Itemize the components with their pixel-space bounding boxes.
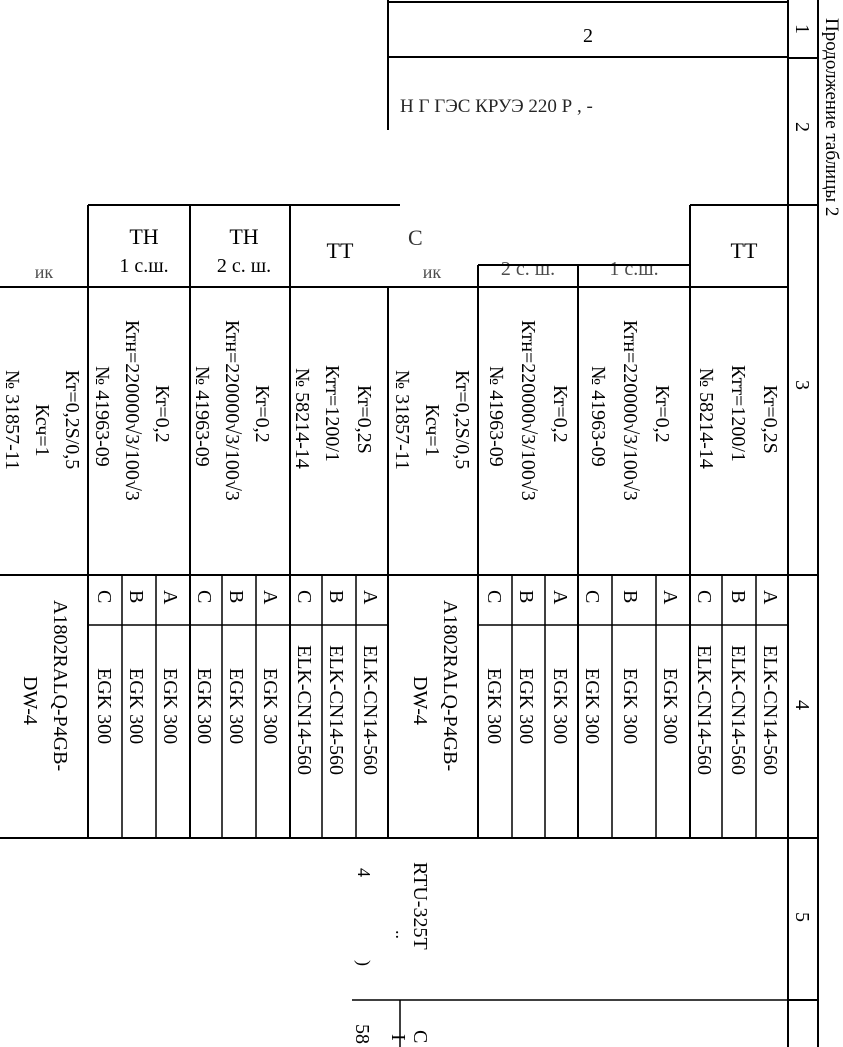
phase-model: EGK 300 bbox=[225, 668, 247, 745]
right-meter-spec: Кт=0,2S/0,5 bbox=[451, 370, 473, 470]
left-tn2-label: ТН bbox=[229, 224, 259, 249]
phase-letter: В bbox=[727, 590, 749, 604]
phase-model: EGK 300 bbox=[93, 668, 115, 745]
phase-model: EGK 300 bbox=[259, 668, 281, 745]
left-tn2-spec: Ктн=220000√3/100√3 bbox=[221, 320, 243, 501]
phase-letter: А bbox=[659, 590, 681, 605]
column-number-4: 4 bbox=[791, 700, 813, 710]
right-tn1-spec: Ктн=220000√3/100√3 bbox=[619, 320, 641, 501]
left-meter-spec: Ксч=1 bbox=[31, 404, 53, 457]
left-tn1-spec: Кт=0,2 bbox=[151, 385, 173, 443]
column5-bottom-fragment: С bbox=[409, 1030, 431, 1044]
column-number-5: 5 bbox=[791, 912, 813, 922]
phase-model: EGK 300 bbox=[619, 668, 641, 745]
phase-model: ELK-CN14-560 bbox=[693, 645, 715, 775]
left-tn2-label: 2 с. ш. bbox=[216, 255, 272, 277]
right-tt-spec: Ктт=1200/1 bbox=[727, 365, 749, 462]
phase-letter: С bbox=[193, 590, 215, 604]
right-tn1-label: 1 с.ш. bbox=[609, 258, 659, 280]
column-number-2: 2 bbox=[791, 122, 813, 132]
phase-letter: С bbox=[293, 590, 315, 604]
left-tt-label: ТТ bbox=[326, 238, 354, 263]
right-tt-spec: Кт=0,2S bbox=[759, 385, 781, 454]
column5-fragment: .. bbox=[392, 930, 412, 939]
right-tn2-spec: № 41963-09 bbox=[485, 366, 507, 467]
right-tt-spec: № 58214-14 bbox=[695, 368, 717, 469]
left-tn1-spec: Ктн=220000√3/100√3 bbox=[121, 320, 143, 501]
phase-model: EGK 300 bbox=[125, 668, 147, 745]
phase-letter: А bbox=[259, 590, 281, 605]
column5-fragment: ) bbox=[354, 960, 374, 966]
right-tt-label: ТТ bbox=[730, 238, 758, 263]
left-tn1-spec: № 41963-09 bbox=[91, 366, 113, 467]
left-meter-model: DW-4 bbox=[19, 676, 41, 725]
right-meter-label: С bbox=[408, 225, 423, 250]
column2-partial-text: Н Г ГЭС КРУЭ 220 Р , - bbox=[400, 96, 593, 117]
phase-letter: А bbox=[359, 590, 381, 605]
right-meter-model: DW-4 bbox=[409, 676, 431, 725]
phase-letter: С bbox=[483, 590, 505, 604]
phase-model: EGK 300 bbox=[659, 668, 681, 745]
phase-letter: В bbox=[325, 590, 347, 604]
column2-header: 2 bbox=[583, 25, 593, 47]
left-meter-sublabel: ик bbox=[34, 262, 54, 282]
right-tn2-spec: Кт=0,2 bbox=[549, 385, 571, 443]
column5-bottom-fragment: I bbox=[387, 1034, 409, 1041]
phase-model: EGK 300 bbox=[159, 668, 181, 745]
right-tn2-spec: Ктн=220000√3/100√3 bbox=[517, 320, 539, 501]
phase-letter: С bbox=[581, 590, 603, 604]
right-tn2-label: 2 с. ш. bbox=[500, 258, 556, 280]
left-tn1-label: 1 с.ш. bbox=[119, 255, 169, 277]
column-number-3: 3 bbox=[791, 380, 813, 390]
left-tt-spec: Ктт=1200/1 bbox=[321, 365, 343, 462]
phase-letter: С bbox=[693, 590, 715, 604]
left-tt-spec: № 58214-14 bbox=[291, 368, 313, 469]
phase-letter: В bbox=[125, 590, 147, 604]
phase-model: EGK 300 bbox=[483, 668, 505, 745]
phase-model: ELK-CN14-560 bbox=[325, 645, 347, 775]
column5-model: RTU-325T bbox=[409, 862, 431, 950]
column-number-1: 1 bbox=[791, 24, 813, 34]
left-tt-spec: Кт=0,2S bbox=[353, 385, 375, 454]
left-tn1-label: ТН bbox=[129, 224, 159, 249]
right-meter-spec: Ксч=1 bbox=[421, 404, 443, 457]
phase-model: EGK 300 bbox=[515, 668, 537, 745]
left-tn2-spec: № 41963-09 bbox=[191, 366, 213, 467]
column5-fragment: 4 bbox=[354, 868, 374, 877]
phase-letter: А bbox=[159, 590, 181, 605]
phase-letter: С bbox=[93, 590, 115, 604]
right-tn1-spec: № 41963-09 bbox=[587, 366, 609, 467]
column5-bottom-fragment: 58 bbox=[351, 1024, 373, 1044]
phase-letter: А bbox=[549, 590, 571, 605]
left-meter-model: A1802RALQ-P4GB- bbox=[49, 600, 71, 772]
phase-model: ELK-CN14-560 bbox=[727, 645, 749, 775]
phase-model: EGK 300 bbox=[549, 668, 571, 745]
phase-letter: В bbox=[225, 590, 247, 604]
phase-model: ELK-CN14-560 bbox=[293, 645, 315, 775]
right-meter-spec: № 31857-11 bbox=[391, 370, 413, 470]
right-meter-model: A1802RALQ-P4GB- bbox=[439, 600, 461, 772]
phase-model: ELK-CN14-560 bbox=[759, 645, 781, 775]
right-meter-sublabel: ик bbox=[422, 262, 442, 282]
phase-letter: В bbox=[619, 590, 641, 604]
left-meter-spec: № 31857-11 bbox=[1, 370, 23, 470]
table-caption: Продолжение таблицы 2 bbox=[821, 18, 842, 217]
phase-letter: В bbox=[515, 590, 537, 604]
left-tn2-spec: Кт=0,2 bbox=[251, 385, 273, 443]
left-meter-spec: Кт=0,2S/0,5 bbox=[61, 370, 83, 470]
right-tn1-spec: Кт=0,2 bbox=[651, 385, 673, 443]
phase-model: EGK 300 bbox=[581, 668, 603, 745]
phase-letter: А bbox=[759, 590, 781, 605]
phase-model: EGK 300 bbox=[193, 668, 215, 745]
phase-model: ELK-CN14-560 bbox=[359, 645, 381, 775]
